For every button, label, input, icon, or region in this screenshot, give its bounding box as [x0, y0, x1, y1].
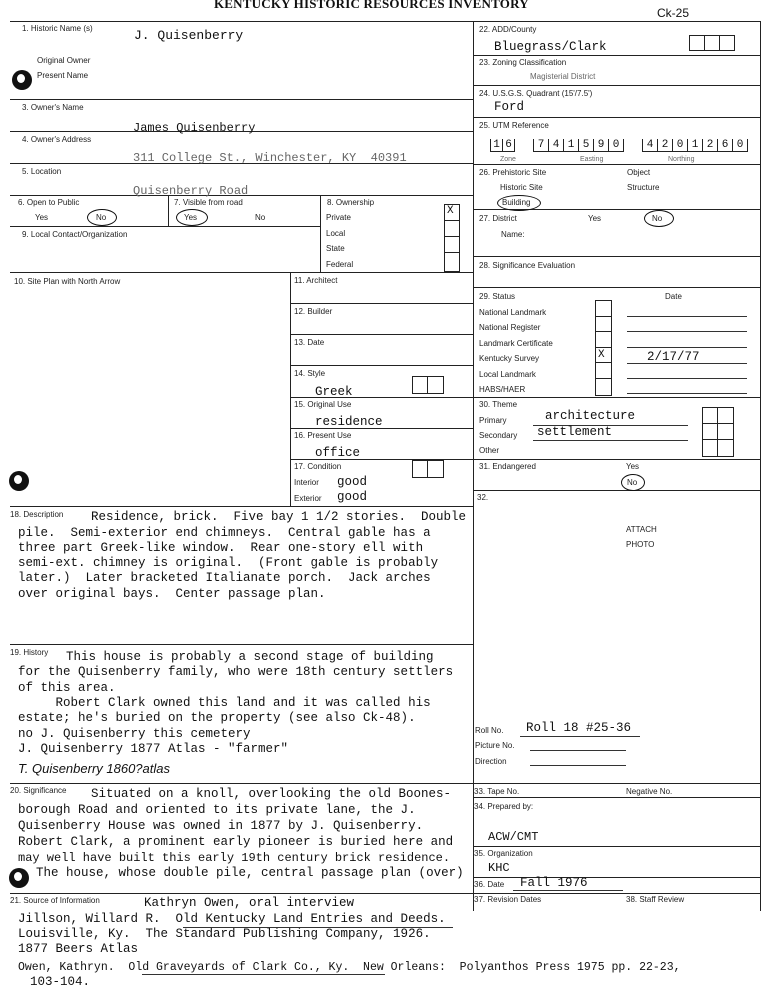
date-prepared-label: 36. Date: [474, 880, 505, 889]
tape-label: 33. Tape No.: [474, 787, 520, 796]
site-plan-label: 10. Site Plan with North Arrow: [14, 277, 121, 286]
date-prepared-line: [513, 890, 623, 891]
checkbox-divider: [595, 362, 611, 363]
zoning-value: Magisterial District: [530, 72, 596, 81]
historic-name-value: J. Quisenberry: [134, 28, 244, 43]
status-date-line: [627, 378, 747, 379]
row-line: [10, 226, 320, 227]
style-code-box: [412, 376, 444, 394]
box-divider: [702, 439, 733, 440]
district-label: 27. District: [479, 214, 517, 223]
box-divider: [717, 407, 718, 456]
local-contact-label: 9. Local Contact/Organization: [22, 230, 128, 239]
ownership-local: Local: [326, 229, 346, 238]
theme-primary-value: architecture: [545, 409, 636, 423]
endangered-label: 31. Endangered: [479, 462, 536, 471]
endangered-no: No: [627, 478, 638, 487]
roll-label: Roll No.: [475, 726, 504, 735]
status-checkbox-column: [595, 300, 612, 396]
utm-digit: 4: [549, 139, 564, 151]
historic-name-label: 1. Historic Name (s): [22, 24, 93, 33]
utm-digit: 0: [733, 139, 748, 151]
theme-primary-label: Primary: [479, 416, 507, 425]
date-label: 13. Date: [294, 338, 325, 347]
district-yes: Yes: [588, 214, 602, 223]
punch-hole-icon: [9, 471, 29, 491]
significance-label: 20. Significance: [10, 786, 67, 795]
theme-secondary-value: settlement: [537, 425, 613, 439]
picture-label: Picture No.: [475, 741, 515, 750]
organization-label: 35. Organization: [474, 849, 533, 858]
style-value: Greek: [315, 385, 353, 399]
history-line: This house is probably a second stage of building: [66, 650, 434, 664]
utm-digit: 9: [594, 139, 609, 151]
status-item: National Register: [479, 323, 541, 332]
negative-label: Negative No.: [626, 787, 673, 796]
photo-label: PHOTO: [626, 540, 655, 549]
row-line: [10, 99, 473, 100]
utm-digit: 0: [609, 139, 624, 151]
box-divider: [702, 423, 733, 424]
prehistoric-site-label: 26. Prehistoric Site: [479, 168, 547, 177]
punch-hole-icon: [9, 868, 29, 888]
district-no: No: [652, 214, 663, 223]
row-line: [290, 365, 473, 366]
description-line: three part Greek-like window. Rear one-story ell with: [18, 541, 424, 555]
utm-digit: 1: [688, 139, 703, 151]
history-line: for the Quisenberry family, who were 18th century settlers: [18, 665, 454, 679]
quadrant-label: 24. U.S.G.S. Quadrant (15'/7.5'): [479, 89, 593, 98]
utm-digit: 6: [503, 139, 515, 151]
object-label: Object: [627, 168, 651, 177]
endangered-yes: Yes: [626, 462, 640, 471]
owners-address-value: 311 College St., Winchester, KY 40391: [133, 151, 407, 165]
top-border: [10, 21, 760, 22]
building-label: Building: [502, 198, 531, 207]
prepared-by-label: 34. Prepared by:: [474, 802, 534, 811]
row-line: [290, 303, 473, 304]
theme-secondary-label: Secondary: [479, 431, 518, 440]
quadrant-value: Ford: [494, 100, 525, 114]
ownership-private: Private: [326, 213, 351, 222]
cell-divider: [320, 195, 321, 272]
significance-line: may well have built this early 19th century brick residence.: [18, 851, 451, 865]
row-line: [473, 797, 760, 798]
utm-northing-digits: [642, 139, 748, 152]
roll-line: [520, 736, 640, 737]
visible-no: No: [255, 213, 266, 222]
row-line: [10, 783, 473, 784]
utm-digit: 1: [491, 139, 503, 151]
theme-code-box: [702, 407, 734, 457]
checkbox-divider: [595, 316, 611, 317]
row-line: [473, 287, 760, 288]
significance-line: borough Road and oriented to its private lane, the J.: [18, 803, 416, 817]
revision-dates-label: 37. Revision Dates: [474, 895, 542, 904]
visible-yes: Yes: [184, 213, 198, 222]
theme-other-label: Other: [479, 446, 500, 455]
description-line: later.) Later bracketed Italianate porch. Jack arches: [18, 571, 431, 585]
owners-address-label: 4. Owner's Address: [22, 135, 92, 144]
visible-yes-circle: [176, 209, 208, 226]
checkbox-divider: [595, 331, 611, 332]
endangered-no-circle: [621, 474, 645, 491]
status-item: Landmark Certificate: [479, 339, 553, 348]
direction-line: [530, 765, 626, 766]
row-line: [473, 459, 760, 460]
source-line: Louisville, Ky. The Standard Publishing Company, 1926.: [18, 927, 431, 941]
style-label: 14. Style: [294, 369, 326, 378]
owners-name-value: James Quisenberry: [133, 121, 256, 135]
row-line: [10, 506, 473, 507]
utm-digit: 7: [534, 139, 549, 151]
picture-line: [530, 750, 626, 751]
source-line: Jillson, Willard R. Old Kentucky Land Entries and Deeds.: [18, 912, 446, 926]
description-line: over original bays. Center passage plan.: [18, 587, 326, 601]
row-line: [10, 893, 760, 894]
history-line-handwritten: T. Quisenberry 1860?atlas: [18, 761, 171, 776]
utm-digit: 2: [703, 139, 718, 151]
kentucky-survey-mark: X: [598, 349, 605, 361]
location-label: 5. Location: [22, 167, 62, 176]
row-line: [473, 85, 760, 86]
kentucky-survey-date: 2/17/77: [647, 350, 700, 364]
source-line: Kathryn Owen, oral interview: [144, 896, 355, 910]
ownership-state: State: [326, 244, 345, 253]
center-divider: [473, 21, 474, 911]
box-divider: [427, 376, 428, 393]
condition-exterior-label: Exterior: [294, 494, 322, 503]
ownership-private-mark: X: [447, 205, 454, 217]
owners-name-label: 3. Owner's Name: [22, 103, 84, 112]
original-use-label: 15. Original Use: [294, 400, 352, 409]
organization-value: KHC: [488, 861, 510, 875]
row-line: [10, 644, 473, 645]
original-owner-label: Original Owner: [37, 56, 91, 65]
utm-digit: 4: [643, 139, 658, 151]
significance-line: The house, whose double pile, central passage plan (over): [36, 866, 464, 880]
description-line: semi-ext. chimney is original. (Front gable is probably: [18, 556, 439, 570]
utm-northing-label: Northing: [668, 156, 695, 163]
open-to-public-no-circle: [87, 209, 117, 226]
checkbox-divider: [444, 252, 459, 253]
source-line: Owen, Kathryn. Old Graveyards of Clark Co., Ky. New Orleans: Polyanthos Press 1975 pp. 22-23,: [18, 961, 681, 974]
source-line: 103-104.: [30, 975, 91, 989]
building-circle: [497, 195, 541, 211]
condition-code-box: [412, 460, 444, 478]
status-date-line: [627, 316, 747, 317]
significance-line: Situated on a knoll, overlooking the old Boones-: [91, 787, 452, 801]
visible-from-road-label: 7. Visible from road: [174, 198, 243, 207]
row-line: [473, 256, 760, 257]
checkbox-divider: [444, 236, 459, 237]
checkbox-divider: [444, 220, 459, 221]
zoning-label: 23. Zoning Classification: [479, 58, 567, 67]
row-line: [473, 490, 760, 491]
present-name-label: Present Name: [37, 71, 89, 80]
builder-label: 12. Builder: [294, 307, 333, 316]
source-label: 21. Source of Information: [10, 896, 100, 905]
utm-label: 25. UTM Reference: [479, 121, 549, 130]
cell-divider: [290, 272, 291, 506]
history-line: Robert Clark owned this land and it was called his: [18, 696, 431, 710]
row-line: [473, 846, 760, 847]
status-date-line: [627, 331, 747, 332]
location-value: Quisenberry Road: [133, 184, 249, 198]
row-line: [473, 164, 760, 165]
checkbox-divider: [595, 347, 611, 348]
historic-site-label: Historic Site: [500, 183, 543, 192]
district-no-circle: [644, 210, 674, 227]
description-line: pile. Semi-exterior end chimneys. Central gable has a: [18, 526, 431, 540]
condition-label: 17. Condition: [294, 462, 342, 471]
box-divider: [427, 460, 428, 477]
source-line: 1877 Beers Atlas: [18, 942, 139, 956]
direction-label: Direction: [475, 757, 507, 766]
district-name-label: Name:: [501, 230, 525, 239]
significance-line: Quisenberry House was owned in 1877 by J. Quisenberry.: [18, 819, 424, 833]
open-to-public-label: 6. Open to Public: [18, 198, 80, 207]
utm-easting-label: Easting: [580, 156, 604, 163]
row-line: [473, 397, 760, 398]
row-line: [473, 55, 760, 56]
box-divider: [719, 35, 720, 50]
ownership-label: 8. Ownership: [327, 198, 375, 207]
form-title: KENTUCKY HISTORIC RESOURCES INVENTORY: [214, 0, 529, 11]
utm-zone-digits: [490, 139, 515, 152]
condition-interior-label: Interior: [294, 478, 319, 487]
history-line: no J. Quisenberry this cemetery: [18, 727, 251, 741]
status-item: HABS/HAER: [479, 385, 526, 394]
staff-review-label: 38. Staff Review: [626, 895, 685, 904]
status-date-line: [627, 393, 747, 394]
status-item: Local Landmark: [479, 370, 536, 379]
utm-digit: 5: [579, 139, 594, 151]
cell-divider: [168, 195, 169, 226]
utm-digit: 0: [673, 139, 688, 151]
photo-field-label: 32.: [477, 493, 489, 502]
utm-zone-label: Zone: [500, 156, 516, 163]
punch-hole-icon: [12, 70, 32, 90]
box-divider: [704, 35, 705, 50]
significance-evaluation-label: 28. Significance Evaluation: [479, 261, 576, 270]
history-line: of this area.: [18, 681, 116, 695]
county-label: 22. ADD/County: [479, 25, 537, 34]
utm-digit: 1: [564, 139, 579, 151]
county-value: Bluegrass/Clark: [494, 40, 607, 54]
row-line: [473, 877, 760, 878]
title-underline: [183, 927, 453, 928]
condition-interior-value: good: [337, 475, 368, 489]
description-label: 18. Description: [10, 510, 64, 519]
utm-easting-digits: [533, 139, 624, 152]
structure-label: Structure: [627, 183, 660, 192]
history-line: J. Quisenberry 1877 Atlas - "farmer": [18, 742, 289, 756]
architect-label: 11. Architect: [294, 276, 338, 285]
open-to-public-no: No: [96, 213, 107, 222]
history-line: estate; he's buried on the property (see also Ck-48).: [18, 711, 416, 725]
condition-exterior-value: good: [337, 490, 368, 504]
prepared-by-value: ACW/CMT: [488, 830, 539, 844]
form-id: Ck-25: [657, 6, 690, 20]
county-code-box: [689, 35, 735, 51]
theme-label: 30. Theme: [479, 400, 518, 409]
ownership-federal: Federal: [326, 260, 354, 269]
present-use-label: 16. Present Use: [294, 431, 352, 440]
open-to-public-yes: Yes: [35, 213, 49, 222]
row-line: [473, 783, 760, 784]
status-date-line: [627, 347, 747, 348]
present-use-value: office: [315, 446, 361, 460]
history-label: 19. History: [10, 648, 49, 657]
checkbox-divider: [595, 378, 611, 379]
description-line: Residence, brick. Five bay 1 1/2 stories. Double: [91, 510, 467, 524]
utm-digit: 2: [658, 139, 673, 151]
utm-digit: 6: [718, 139, 733, 151]
right-border: [760, 21, 761, 911]
row-line: [290, 334, 473, 335]
status-label: 29. Status: [479, 292, 516, 301]
original-use-value: residence: [315, 415, 383, 429]
attach-label: ATTACH: [626, 525, 657, 534]
theme-secondary-line: [533, 440, 688, 441]
row-line: [10, 272, 473, 273]
significance-line: Robert Clark, a prominent early pioneer is buried here and: [18, 835, 454, 849]
status-date-label: Date: [665, 292, 682, 301]
roll-value: Roll 18 #25-36: [526, 721, 632, 735]
row-line: [473, 117, 760, 118]
date-prepared-value: Fall 1976: [520, 876, 588, 890]
status-item: National Landmark: [479, 308, 547, 317]
title-underline: [142, 974, 385, 975]
status-item: Kentucky Survey: [479, 354, 540, 363]
